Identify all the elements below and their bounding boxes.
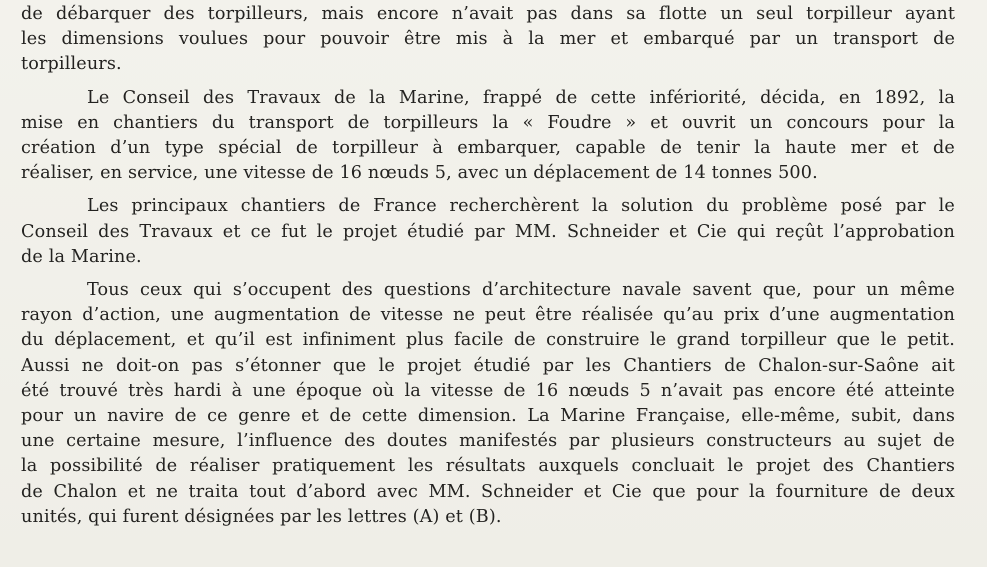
text-line: du déplacement, et qu’il est infiniment plus facile de construire le grand torpilleur que le petit. xyxy=(21,330,955,351)
text-line: Les principaux chantiers de France recherchèrent la solution du problème posé par le xyxy=(87,196,955,217)
text-line: Aussi ne doit-on pas s’étonner que le projet étudié par les Chantiers de Chalon-sur-Saône ait xyxy=(21,355,955,376)
text-line: réaliser, en service, une vitesse de 16 nœuds 5, avec un déplacement de 14 tonnes 500. xyxy=(21,163,818,184)
text-line: de la Marine. xyxy=(21,246,142,267)
text-line: pour un navire de ce genre et de cette dimension. La Marine Française, elle-même, subit, dans xyxy=(21,406,955,427)
text-line: la possibilité de réaliser pratiquement les résultats auxquels concluait le projet des Chantiers xyxy=(21,456,955,477)
text-line: création d’un type spécial de torpilleur à embarquer, capable de tenir la haute mer et de xyxy=(21,138,955,159)
text-line: rayon d’action, une augmentation de vitesse ne peut être réalisée qu’au prix d’une augmentation xyxy=(21,305,955,326)
text-line: de débarquer des torpilleurs, mais encore n’avait pas dans sa flotte un seul torpilleur ayant xyxy=(21,4,955,24)
text-line: Conseil des Travaux et ce fut le projet étudié par MM. Schneider et Cie qui reçût l’approbation xyxy=(21,221,955,242)
paragraph-1 xyxy=(21,2,955,78)
text-line: torpilleurs. xyxy=(21,54,122,75)
text-line: les dimensions voulues pour pouvoir être mis à la mer et embarqué par un transport de xyxy=(21,29,955,50)
text-line: mise en chantiers du transport de torpilleurs la « Foudre » et ouvrit un concours pour la xyxy=(21,112,955,133)
paragraph-4 xyxy=(21,278,955,530)
text-line: Tous ceux qui s’occupent des questions d’architecture navale savent que, pour un même xyxy=(87,280,955,301)
paragraph-3 xyxy=(21,194,955,270)
text-line: de Chalon et ne traita tout d’abord avec MM. Schneider et Cie que pour la fourniture de deux xyxy=(21,481,955,502)
text-line: Le Conseil des Travaux de la Marine, frappé de cette infériorité, décida, en 1892, la xyxy=(87,87,955,108)
text-line: été trouvé très hardi à une époque où la vitesse de 16 nœuds 5 n’avait pas encore été atteinte xyxy=(21,380,955,401)
text-line: unités, qui furent désignées par les lettres (A) et (B). xyxy=(21,506,502,527)
text-line: une certaine mesure, l’influence des doutes manifestés par plusieurs constructeurs au sujet de xyxy=(21,431,955,452)
paragraph-2 xyxy=(21,86,955,187)
